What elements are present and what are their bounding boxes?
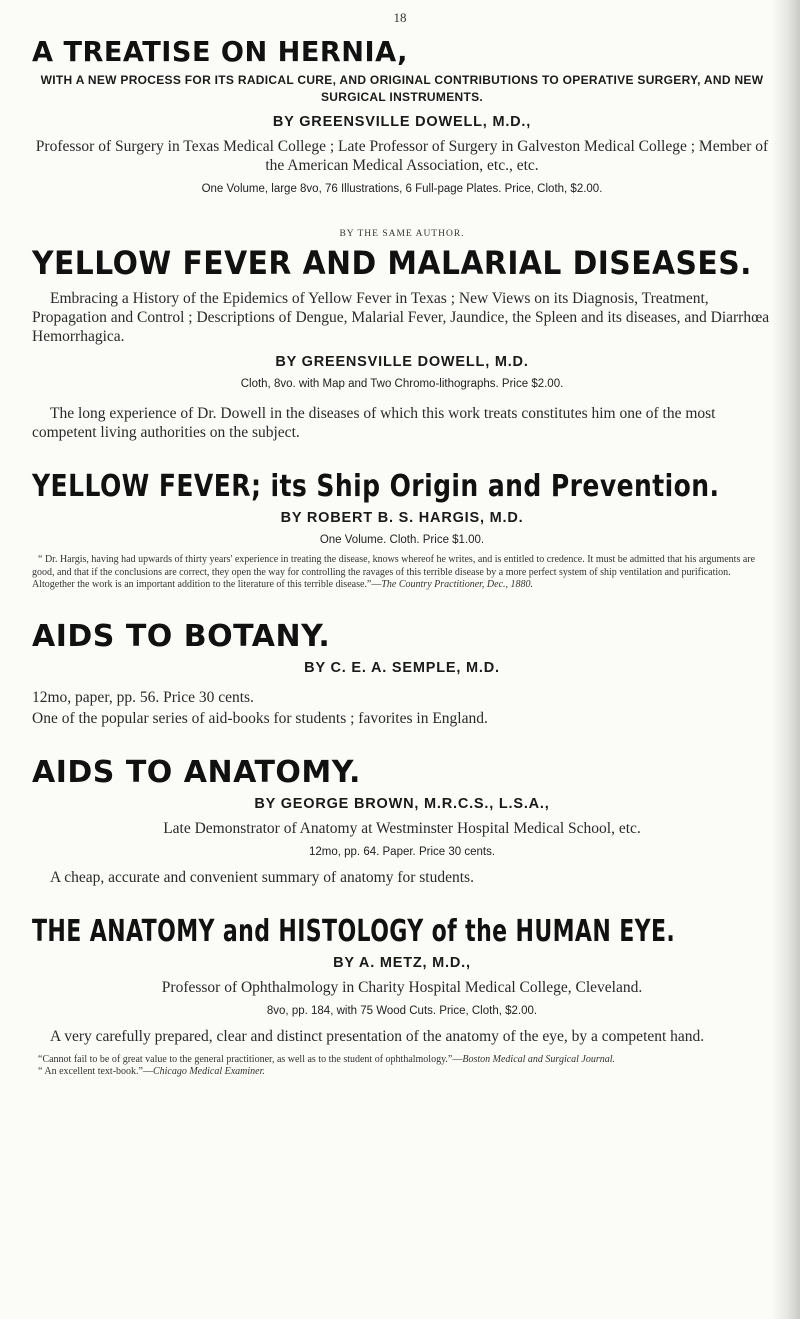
entry-affiliation: Professor of Ophthalmology in Charity Hospital Medical College, Cleveland. [161,978,643,996]
entry-details: 12mo, pp. 64. Paper. Price 30 cents. [308,845,496,858]
entry-author: BY A. METZ, M.D., [333,954,471,971]
review-source: Chicago Medical Examiner. [152,1066,265,1077]
entry-details: One Volume, large 8vo, 76 Illustrations, 6 Full-page Plates. Price, Cloth, $2.00. [201,183,603,195]
entry-title: AIDS TO BOTANY. [32,618,331,654]
entry-treatise-on-hernia [32,35,772,195]
entry-title: A TREATISE ON HERNIA, [32,35,408,68]
entry-title: YELLOW FEVER; its Ship Origin and Prevention. [32,469,720,504]
same-author-note: BY THE SAME AUTHOR. [339,229,465,239]
review-text: “ An excellent text-book.”— [38,1066,153,1077]
page-number: 18 [393,10,407,25]
entry-description: A very carefully prepared, clear and distinct presentation of the anatomy of the eye, by a competent hand. [50,1027,705,1045]
content-column [32,35,772,1079]
entry-title: YELLOW FEVER AND MALARIAL DISEASES. [32,244,752,282]
entry-anatomy-histology-eye [32,913,772,1079]
entry-description: One of the popular series of aid-books for students ; favorites in England. [32,709,488,727]
entry-author: BY GREENSVILLE DOWELL, M.D., [272,114,532,130]
entry-aids-to-botany [32,618,772,728]
review-source: The Country Practitioner, Dec., 1880. [381,579,534,590]
entry-details: 8vo, pp. 184, with 75 Wood Cuts. Price, Cloth, $2.00. [266,1004,538,1017]
entry-details: One Volume. Cloth. Price $1.00. [319,534,485,546]
entry-aids-to-anatomy [32,754,772,887]
entry-yellow-fever-malarial [32,229,772,442]
spacer [32,728,772,758]
spacer [32,887,772,917]
entry-author: BY C. E. A. SEMPLE, M.D. [304,659,500,676]
entry-author: BY GREENSVILLE DOWELL, M.D. [275,354,529,370]
review-text: “ Dr. Hargis, having had upwards of thirty years' experience in treating the disease, knows whereof he writes, and is entitled to credence. It must be admitted that his arguments are good, and that if the conclusions are correct, they open the way for controlling the ravages of this terrible disease by a more perfect system of ship ventilation and purification. Altogether the work is an important addition to the literature of this terrible disease.”— [32,554,756,590]
entry-affiliation: Professor of Surgery in Texas Medical College ; Late Professor of Surgery in Galveston Medical College ; Member of the American Medical Association, etc., etc. [35,138,769,174]
entry-subtitle: WITH A NEW PROCESS FOR ITS RADICAL CURE, AND ORIGINAL CONTRIBUTIONS TO OPERATIVE SURGERY, AND NEW SURGICAL INSTRUMENTS. [40,73,764,104]
page-edge-shadow [772,0,800,1319]
entry-review [32,1066,772,1079]
entry-description: A cheap, accurate and convenient summary of anatomy for students. [50,868,474,886]
review-source: Boston Medical and Surgical Journal. [462,1053,616,1065]
entry-details: Cloth, 8vo. with Map and Two Chromo-lithographs. Price $2.00. [240,378,564,390]
entry-yellow-fever-ship-origin [32,469,772,592]
entry-author: BY GEORGE BROWN, M.R.C.S., L.S.A., [254,795,550,812]
review-text: “Cannot fail to be of great value to the general practitioner, as well as to the student of ophthalmology.”— [38,1053,463,1065]
entry-description: Embracing a History of the Epidemics of Yellow Fever in Texas ; New Views on its Diagnosis, Treatment, Propagation and Control ; Descriptions of Dengue, Malarial Fever, Jaundice, the Spleen and its diseases, and Diarrhœa Hemorrhagica. [32,290,770,345]
entry-affiliation: Late Demonstrator of Anatomy at Westminster Hospital Medical School, etc. [163,819,641,837]
entry-note: The long experience of Dr. Dowell in the diseases of which this work treats constitutes him one of the most competent living authorities on the subject. [32,405,716,441]
spacer [32,442,772,472]
entry-title: THE ANATOMY and HISTOLOGY of the HUMAN EYE. [32,913,676,949]
entry-title: AIDS TO ANATOMY. [32,754,361,790]
spacer [32,592,772,622]
entry-author: BY ROBERT B. S. HARGIS, M.D. [280,510,524,526]
entry-review [32,554,772,592]
entry-details: 12mo, paper, pp. 56. Price 30 cents. [32,688,254,706]
entry-review [32,1054,772,1067]
